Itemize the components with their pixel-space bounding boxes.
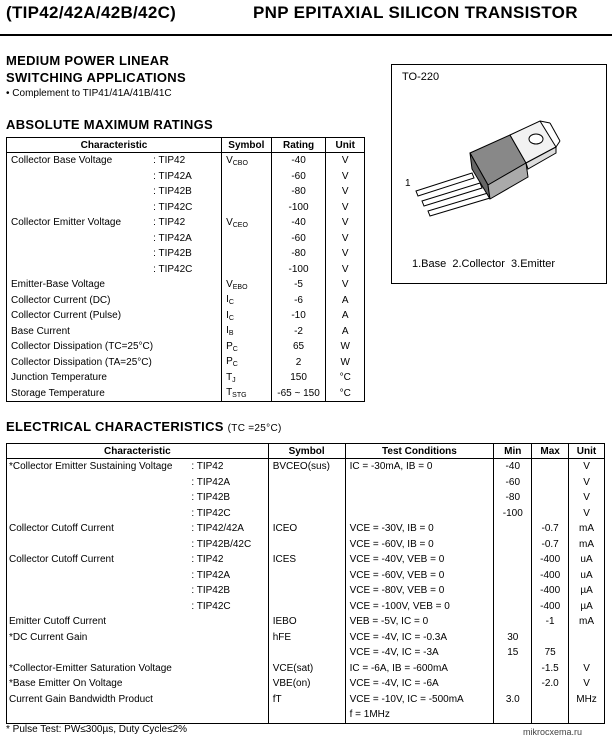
part-cell: : TIP42 (191, 554, 224, 566)
conditions-cell (345, 490, 494, 506)
symbol-cell (222, 231, 272, 247)
characteristic-cell: Base Current (7, 324, 154, 340)
unit-cell: V (326, 184, 365, 200)
elec-title (6, 419, 282, 434)
characteristic-cell (7, 490, 192, 506)
part-cell (153, 355, 221, 371)
min-cell (494, 537, 532, 553)
conditions-cell (345, 475, 494, 491)
table-row (7, 246, 365, 262)
part-cell (153, 293, 221, 309)
unit-cell: V (326, 262, 365, 278)
table-row (7, 614, 605, 630)
unit-cell: A (326, 324, 365, 340)
characteristic-cell (7, 475, 192, 491)
symbol-subscript: CBO (232, 159, 248, 167)
unit-cell: A (326, 293, 365, 309)
table-row (7, 339, 365, 355)
table-row (7, 293, 365, 309)
abs-max-table (6, 137, 365, 402)
symbol-cell: fT (268, 692, 345, 708)
max-cell: -0.7 (532, 537, 569, 553)
symbol-cell (268, 707, 345, 723)
characteristic-cell: *DC Current Gain (7, 630, 192, 646)
conditions-cell: VCE = -4V, IC = -0.3A (345, 630, 494, 646)
symbol-cell (222, 308, 272, 324)
elec-header-unit: Unit (569, 444, 605, 459)
elec-table (6, 443, 605, 724)
rating-cell: -80 (271, 246, 326, 262)
characteristic-cell: Emitter-Base Voltage (7, 277, 154, 293)
symbol-letter: T (226, 387, 233, 399)
symbol-cell (222, 200, 272, 216)
symbol-cell (268, 506, 345, 522)
conditions-cell: VCE = -10V, IC = -500mA (345, 692, 494, 708)
unit-cell: µA (569, 599, 605, 615)
symbol-cell (268, 583, 345, 599)
part-cell (191, 676, 268, 692)
part-cell (191, 630, 268, 646)
rating-cell: -65 ~ 150 (271, 386, 326, 402)
table-row (7, 169, 365, 185)
symbol-cell (222, 277, 272, 293)
unit-cell: mA (569, 614, 605, 630)
pin-1-marker: 1 (405, 178, 411, 189)
table-row (7, 583, 605, 599)
min-cell (494, 568, 532, 584)
min-cell: 30 (494, 630, 532, 646)
table-row (7, 537, 605, 553)
min-cell (494, 707, 532, 723)
rating-cell: 150 (271, 370, 326, 386)
max-cell: -2.0 (532, 676, 569, 692)
min-cell: 15 (494, 645, 532, 661)
conditions-cell: VEB = -5V, IC = 0 (345, 614, 494, 630)
symbol-cell (222, 370, 272, 386)
symbol-cell (222, 184, 272, 200)
table-row (7, 661, 605, 677)
header-rule (0, 34, 612, 36)
table-row (7, 475, 605, 491)
max-cell: -1 (532, 614, 569, 630)
symbol-subscript: C (232, 345, 238, 353)
abs-header-symbol: Symbol (222, 138, 272, 153)
table-row (7, 308, 365, 324)
package-box (391, 64, 607, 284)
table-row (7, 630, 605, 646)
min-cell (494, 676, 532, 692)
symbol-cell: ICEO (268, 521, 345, 537)
unit-cell: µA (569, 583, 605, 599)
abs-max-title: ABSOLUTE MAXIMUM RATINGS (6, 117, 214, 132)
elec-header-characteristic: Characteristic (7, 444, 269, 459)
unit-cell: V (569, 475, 605, 491)
part-cell: : TIP42 (191, 461, 224, 473)
unit-cell: uA (569, 568, 605, 584)
part-cell: : TIP42A (153, 232, 192, 244)
unit-cell (569, 645, 605, 661)
symbol-letter: T (226, 371, 233, 383)
min-cell (494, 599, 532, 615)
characteristic-cell (7, 231, 154, 247)
table-row (7, 386, 365, 402)
part-cell: : TIP42A (191, 569, 231, 581)
characteristic-cell (7, 537, 192, 553)
table-row (7, 200, 365, 216)
characteristic-cell (7, 200, 154, 216)
symbol-cell (268, 568, 345, 584)
max-cell: 75 (532, 645, 569, 661)
rating-cell: -10 (271, 308, 326, 324)
characteristic-cell: *Base Emitter On Voltage (7, 676, 192, 692)
characteristic-cell: Junction Temperature (7, 370, 154, 386)
table-row (7, 355, 365, 371)
part-cell (153, 277, 221, 293)
symbol-letter: V (226, 278, 233, 290)
characteristic-cell (7, 707, 192, 723)
unit-cell: V (326, 169, 365, 185)
symbol-cell (222, 169, 272, 185)
part-cell (191, 661, 268, 677)
unit-cell: mA (569, 521, 605, 537)
application-line-2: SWITCHING APPLICATIONS (6, 70, 186, 85)
part-cell: : TIP42A (153, 170, 192, 182)
table-row (7, 506, 605, 522)
unit-cell: V (569, 506, 605, 522)
part-cell: : TIP42B (153, 186, 192, 198)
max-cell: -400 (532, 568, 569, 584)
characteristic-cell: *Collector Emitter Sustaining Voltage (7, 459, 192, 475)
max-cell: -400 (532, 599, 569, 615)
part-cell: : TIP42B (153, 248, 192, 260)
table-row (7, 262, 365, 278)
unit-cell (569, 630, 605, 646)
max-cell (532, 459, 569, 475)
rating-cell: -2 (271, 324, 326, 340)
table-row (7, 552, 605, 568)
characteristic-cell: Collector Current (Pulse) (7, 308, 154, 324)
rating-cell: 65 (271, 339, 326, 355)
rating-cell: -100 (271, 262, 326, 278)
elec-header-max: Max (532, 444, 569, 459)
conditions-cell: VCE = -100V, VEB = 0 (345, 599, 494, 615)
min-cell: -80 (494, 490, 532, 506)
rating-cell: -6 (271, 293, 326, 309)
unit-cell: mA (569, 537, 605, 553)
max-cell: -0.7 (532, 521, 569, 537)
table-row (7, 568, 605, 584)
max-cell: -400 (532, 583, 569, 599)
unit-cell: V (326, 231, 365, 247)
table-row (7, 645, 605, 661)
min-cell (494, 552, 532, 568)
conditions-cell (345, 506, 494, 522)
part-cell: : TIP42 (153, 155, 186, 167)
elec-title-text: ELECTRICAL CHARACTERISTICS (6, 419, 224, 434)
min-cell: -100 (494, 506, 532, 522)
characteristic-cell (7, 583, 192, 599)
pin-assignment: 1.Base 2.Collector 3.Emitter (412, 258, 556, 270)
symbol-cell (268, 599, 345, 615)
elec-header-symbol: Symbol (268, 444, 345, 459)
rating-cell: 2 (271, 355, 326, 371)
part-cell: : TIP42/42A (191, 523, 244, 535)
table-row (7, 490, 605, 506)
rating-cell: -100 (271, 200, 326, 216)
abs-header-characteristic: Characteristic (7, 138, 222, 153)
symbol-cell (222, 386, 272, 402)
table-row (7, 459, 605, 475)
characteristic-cell: Collector Current (DC) (7, 293, 154, 309)
part-cell: : TIP42C (153, 201, 193, 213)
characteristic-cell (7, 246, 154, 262)
conditions-cell: VCE = -60V, VEB = 0 (345, 568, 494, 584)
max-cell (532, 692, 569, 708)
symbol-letter: V (226, 216, 233, 228)
unit-cell: V (569, 490, 605, 506)
max-cell (532, 707, 569, 723)
conditions-cell: VCE = -40V, VEB = 0 (345, 552, 494, 568)
table-row (7, 370, 365, 386)
symbol-cell (222, 355, 272, 371)
table-row (7, 277, 365, 293)
characteristic-cell: Emitter Cutoff Current (7, 614, 192, 630)
min-cell (494, 521, 532, 537)
symbol-cell: ICES (268, 552, 345, 568)
characteristic-cell: Collector Emitter Voltage (7, 215, 154, 231)
symbol-cell (222, 339, 272, 355)
characteristic-cell (7, 184, 154, 200)
unit-cell (569, 707, 605, 723)
unit-cell: V (326, 200, 365, 216)
unit-cell: A (326, 308, 365, 324)
watermark: mikrocxema.ru (523, 727, 583, 737)
symbol-cell (222, 246, 272, 262)
characteristic-cell (7, 645, 192, 661)
symbol-subscript: B (228, 330, 234, 338)
conditions-cell: VCE = -4V, IC = -6A (345, 676, 494, 692)
characteristic-cell (7, 169, 154, 185)
conditions-cell: VCE = -4V, IC = -3A (345, 645, 494, 661)
symbol-cell (222, 293, 272, 309)
symbol-cell (268, 490, 345, 506)
to220-package-icon (410, 101, 570, 241)
part-cell (153, 386, 221, 402)
device-description: PNP EPITAXIAL SILICON TRANSISTOR (253, 3, 578, 22)
elec-header-conditions: Test Conditions (345, 444, 494, 459)
elec-condition: (TC =25°C) (227, 423, 282, 434)
complement-note: • Complement to TIP41/41A/41B/41C (6, 88, 172, 99)
symbol-cell (268, 475, 345, 491)
characteristic-cell (7, 262, 154, 278)
min-cell (494, 583, 532, 599)
application-line-1: MEDIUM POWER LINEAR (6, 53, 170, 68)
unit-cell: °C (326, 386, 365, 402)
part-cell: : TIP42B (191, 585, 231, 597)
min-cell (494, 614, 532, 630)
symbol-cell: BVCEO(sus) (268, 459, 345, 475)
part-cell: : TIP42C (191, 507, 231, 519)
part-cell: : TIP42A (191, 476, 231, 488)
rating-cell: -80 (271, 184, 326, 200)
part-cell (153, 370, 221, 386)
max-cell: -400 (532, 552, 569, 568)
conditions-cell: IC = -30mA, IB = 0 (345, 459, 494, 475)
rating-cell: -5 (271, 277, 326, 293)
characteristic-cell: Collector Cutoff Current (7, 552, 192, 568)
part-cell (191, 692, 268, 708)
characteristic-cell: Storage Temperature (7, 386, 154, 402)
unit-cell: V (326, 153, 365, 169)
unit-cell: V (326, 277, 365, 293)
part-cell: : TIP42B/42C (191, 538, 252, 550)
table-row (7, 676, 605, 692)
rating-cell: -40 (271, 153, 326, 169)
symbol-letter: I (226, 294, 229, 306)
elec-header-min: Min (494, 444, 532, 459)
part-cell: : TIP42C (153, 263, 193, 275)
characteristic-cell: *Collector-Emitter Saturation Voltage (7, 661, 192, 677)
part-cell (153, 324, 221, 340)
unit-cell: °C (326, 370, 365, 386)
min-cell: 3.0 (494, 692, 532, 708)
package-name: TO-220 (402, 71, 440, 83)
abs-header-unit: Unit (326, 138, 365, 153)
max-cell: -1.5 (532, 661, 569, 677)
unit-cell: W (326, 355, 365, 371)
conditions-cell: f = 1MHz (345, 707, 494, 723)
characteristic-cell (7, 506, 192, 522)
rating-cell: -60 (271, 169, 326, 185)
symbol-cell (268, 645, 345, 661)
conditions-cell: IC = -6A, IB = -600mA (345, 661, 494, 677)
part-cell: : TIP42 (153, 217, 186, 229)
unit-cell: V (569, 661, 605, 677)
symbol-letter: I (226, 309, 229, 321)
characteristic-cell: Collector Dissipation (TA=25°C) (7, 355, 154, 371)
unit-cell: V (569, 676, 605, 692)
part-cell (153, 308, 221, 324)
max-cell (532, 630, 569, 646)
max-cell (532, 475, 569, 491)
symbol-cell (222, 215, 272, 231)
min-cell: -40 (494, 459, 532, 475)
symbol-cell (222, 324, 272, 340)
characteristic-cell: Collector Dissipation (TC=25°C) (7, 339, 154, 355)
conditions-cell: VCE = -30V, IB = 0 (345, 521, 494, 537)
min-cell (494, 661, 532, 677)
symbol-cell (222, 153, 272, 169)
symbol-subscript: C (228, 314, 234, 322)
symbol-letter: I (226, 325, 229, 337)
table-row (7, 324, 365, 340)
rating-cell: -60 (271, 231, 326, 247)
table-row (7, 153, 365, 169)
characteristic-cell (7, 599, 192, 615)
symbol-cell: hFE (268, 630, 345, 646)
unit-cell: V (569, 459, 605, 475)
part-cell (191, 707, 268, 723)
table-row (7, 521, 605, 537)
symbol-letter: V (226, 154, 233, 166)
max-cell (532, 490, 569, 506)
part-cell: : TIP42C (191, 600, 231, 612)
unit-cell: MHz (569, 692, 605, 708)
table-row (7, 184, 365, 200)
characteristic-cell: Current Gain Bandwidth Product (7, 692, 192, 708)
symbol-subscript: CEO (232, 221, 248, 229)
symbol-subscript: C (228, 299, 234, 307)
part-cell (191, 614, 268, 630)
unit-cell: V (326, 246, 365, 262)
symbol-cell: IEBO (268, 614, 345, 630)
symbol-cell: VBE(on) (268, 676, 345, 692)
part-cell (153, 339, 221, 355)
part-number-title: (TIP42/42A/42B/42C) (6, 3, 177, 22)
symbol-cell (268, 537, 345, 553)
symbol-subscript: J (232, 376, 236, 384)
symbol-subscript: C (232, 361, 238, 369)
characteristic-cell: Collector Cutoff Current (7, 521, 192, 537)
characteristic-cell (7, 568, 192, 584)
symbol-cell: VCE(sat) (268, 661, 345, 677)
symbol-letter: P (226, 340, 233, 352)
max-cell (532, 506, 569, 522)
table-row (7, 707, 605, 723)
table-row (7, 692, 605, 708)
pulse-test-footnote: * Pulse Test: PW≤300µs, Duty Cycle≤2% (6, 724, 188, 735)
table-row (7, 231, 365, 247)
part-cell (191, 645, 268, 661)
min-cell: -60 (494, 475, 532, 491)
table-row (7, 599, 605, 615)
unit-cell: V (326, 215, 365, 231)
characteristic-cell: Collector Base Voltage (7, 153, 154, 169)
unit-cell: uA (569, 552, 605, 568)
conditions-cell: VCE = -80V, VEB = 0 (345, 583, 494, 599)
conditions-cell: VCE = -60V, IB = 0 (345, 537, 494, 553)
abs-header-rating: Rating (271, 138, 326, 153)
symbol-subscript: EBO (232, 283, 248, 291)
symbol-cell (222, 262, 272, 278)
rating-cell: -40 (271, 215, 326, 231)
table-row (7, 215, 365, 231)
symbol-subscript: STG (232, 392, 247, 400)
unit-cell: W (326, 339, 365, 355)
symbol-letter: P (226, 356, 233, 368)
part-cell: : TIP42B (191, 492, 231, 504)
